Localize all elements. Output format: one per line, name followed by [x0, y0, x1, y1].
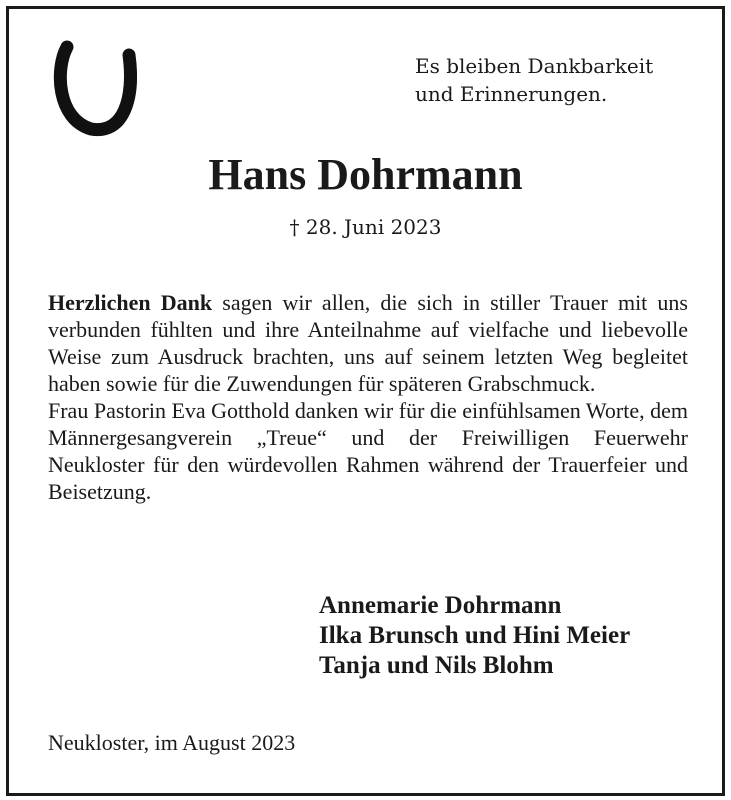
place-and-date: Neukloster, im August 2023: [48, 730, 296, 755]
message-paragraph-1: [48, 289, 688, 397]
horseshoe-icon: [53, 39, 137, 139]
message-body: [48, 289, 688, 505]
obituary-card: [6, 6, 725, 796]
motto-line-2: und Erinnerungen.: [415, 82, 608, 106]
death-date: † 28. Juni 2023: [289, 215, 442, 239]
deceased-name: Hans Dohrmann: [208, 150, 523, 199]
signer-name: Ilka Brunsch und Hini Meier: [319, 622, 631, 649]
signers: [319, 591, 630, 681]
message-paragraph-1-text: sagen wir allen, die sich in stiller Trauer mit uns verbunden fühlten und ihre Anteilnahme auf vielfache und liebevolle Weise zum Ausdruck brachten, uns auf seinem letzten Weg begleitet haben sowie für die Zuwendungen für späteren Grabschmuck.: [48, 290, 688, 396]
message-lead: Herzlichen Dank: [48, 290, 213, 315]
message-paragraph-2: Frau Pastorin Eva Gotthold danken wir für die einfühlsamen Worte, dem Männergesangverein „Treue“ und der Freiwilligen Feuerwehr Neukloster für den würdevollen Rahmen während der Trauerfeier und Beisetzung.: [48, 398, 688, 504]
motto-line-1: Es bleiben Dankbarkeit: [415, 54, 654, 78]
motto: [415, 52, 715, 108]
signer-name: Tanja und Nils Blohm: [319, 652, 554, 679]
signer-name: Annemarie Dohrmann: [319, 592, 562, 619]
